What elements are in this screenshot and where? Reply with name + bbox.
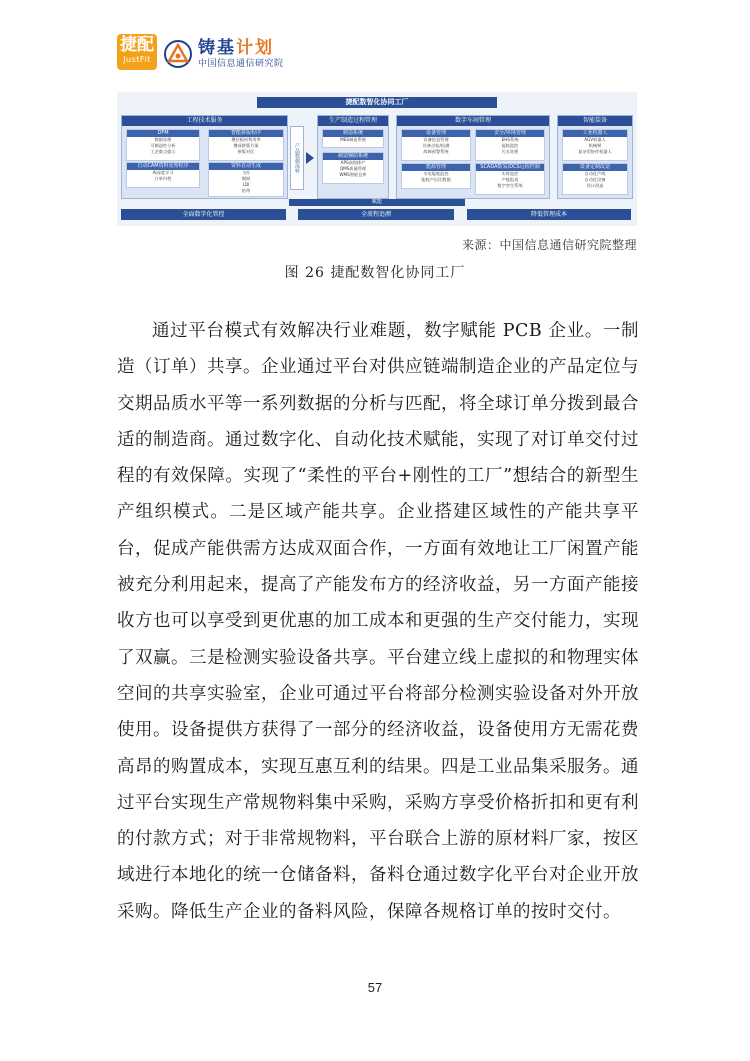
box-item: 能耗监控 <box>501 143 519 148</box>
panel-title: 智能装备 <box>558 116 632 126</box>
panel-digital-workshop <box>396 115 550 199</box>
box-item: QMS质量管理 <box>339 166 367 171</box>
panel-title: 工程技术服务 <box>122 116 287 126</box>
box-item: 工艺难点提示 <box>150 149 176 154</box>
box-item: 拼版对比 <box>237 149 255 154</box>
panel-smart-equipment <box>557 115 633 199</box>
panel-engineering-services <box>121 115 288 199</box>
empower-band: 赋能 <box>289 199 465 206</box>
box-item: 钢网 <box>241 176 251 181</box>
diagram-title: 捷配数智化协同工厂 <box>257 97 497 108</box>
page-number: 57 <box>367 980 383 995</box>
box-item: 故障预警系统 <box>423 149 449 154</box>
box-item: APS高级排产 <box>340 160 366 165</box>
box-item: AI深度学习 <box>152 170 174 175</box>
panel-production-management <box>317 115 389 199</box>
box-dfm <box>126 129 200 161</box>
bottom-bar-traceability: 全流程追溯 <box>298 209 454 220</box>
box-item: 水电能耗监控 <box>423 171 449 176</box>
box-head: 工业机器人 <box>563 130 627 137</box>
box-item: 设计改造 <box>586 183 604 188</box>
box-manufacturing-aux <box>322 152 384 184</box>
box-industrial-robot <box>562 129 628 161</box>
box-item: AGV机器人 <box>584 137 606 142</box>
box-item: 订单归档 <box>154 176 172 181</box>
box-item: 自动化产线 <box>584 171 606 176</box>
caict-plan-name <box>198 38 284 58</box>
caict-triangle-icon <box>163 39 193 69</box>
box-item: 污水处理 <box>501 149 519 154</box>
box-manufacturing-system <box>322 129 384 148</box>
box-item: 自动化设备 <box>584 177 606 182</box>
box-energy <box>401 163 471 189</box>
box-item: 叠成拼版方案 <box>233 143 259 148</box>
box-item: 实时监控 <box>501 171 519 176</box>
body-text <box>117 313 639 930</box>
box-item: WMS智能仓库 <box>339 172 367 177</box>
bottom-bar-digital-control: 全面数字化管控 <box>121 209 286 220</box>
justfit-logo-en: JustFit <box>123 55 151 64</box>
justfit-logo <box>117 34 157 70</box>
box-item: 产能报表 <box>501 177 519 182</box>
caict-name-a: 铸基 <box>198 38 236 58</box>
bottom-bar-cost-reduction: 降低管理成本 <box>467 209 631 220</box>
box-head: 设备定制改造 <box>563 164 627 171</box>
panel-title: 数字车间管理 <box>397 116 549 126</box>
box-head: 资料自动生成 <box>209 163 283 170</box>
box-head: 制造辅助系统 <box>323 153 383 160</box>
smart-factory-diagram <box>117 92 637 226</box>
panel-title: 生产制造过程管理 <box>318 116 388 126</box>
caict-org-name: 中国信息通信研究院 <box>198 59 284 69</box>
box-head: 设备管理 <box>402 130 470 137</box>
box-item: 可制造性分析 <box>150 143 176 148</box>
box-item: 机械臂 <box>588 143 602 148</box>
box-panel-program <box>208 129 284 161</box>
box-item: 设备点检/检测 <box>422 143 450 148</box>
box-head: 能源管理 <box>402 164 470 171</box>
box-item: 钻带 <box>241 188 251 193</box>
box-head: DFM <box>127 130 199 137</box>
box-head: 智能拼版程序 <box>209 130 283 137</box>
product-data-flow-label: 产品数据流转 <box>290 126 304 190</box>
caict-logo <box>163 34 284 74</box>
box-item: 叠层板材利用率 <box>231 137 261 142</box>
box-equipment-custom <box>562 163 628 195</box>
box-equipment <box>401 129 471 161</box>
box-item: LDI <box>242 182 250 187</box>
figure-source: 来源：中国信息通信研究院整理 <box>461 238 637 252</box>
justfit-logo-cn: 捷配 <box>120 35 154 55</box>
box-item: EHS系统 <box>501 137 519 142</box>
box-head: SCADA数采/DCS远程控制 <box>476 164 544 171</box>
box-safety-env <box>475 129 545 161</box>
flow-chevron-icon <box>306 152 314 164</box>
box-head: 制造系统 <box>323 130 383 137</box>
caict-name-b: 计划 <box>236 38 274 58</box>
box-auto-data <box>208 162 284 197</box>
box-item: 数字孪生系统 <box>497 183 523 188</box>
box-head: 自动CAM资料处理程序 <box>127 163 199 170</box>
box-item: 数据处理 <box>154 137 172 142</box>
box-item: 飞针 <box>241 170 251 175</box>
box-item: 能耗产出比数据 <box>421 177 451 182</box>
box-auto-cam <box>126 162 200 188</box>
figure-caption: 图 26 捷配数智化协同工厂 <box>284 265 466 281</box>
box-item: MES制造系统 <box>340 137 366 142</box>
body-paragraph: 通过平台模式有效解决行业难题，数字赋能 PCB 企业。一制造（订单）共享。企业通过平台对供应链端制造企业的产品定位与交期品质水平等一系列数据的分析与匹配，将全球订单分拨到最合适的制造商。通过数字化、自动化技术赋能，实现了对订单交付过程的有效保障。实现了“柔性的平台+刚性的工厂”想结合的新型生产组织模式。二是区域产能共享。企业搭建区域性的产能共享平台，促成产能供需方达成双面合作，一方面有效地让工厂闲置产能被充分利用起来，提高了产能发布方的经济收益，另一方面产能接收方也可以享受到更优惠的加工成本和更强的生产交付能力，实现了双赢。三是检测实验设备共享。平台建立线上虚拟的和物理实体空间的共享实验室，企业可通过平台将部分检测实验设备对外开放使用。设备提供方获得了一部分的经济收益，设备使用方无需花费高昂的购置成本，实现互惠互利的结果。四是工业品集采服务。通过平台实现生产常规物料集中采购，采购方享受价格折扣和更有利的付款方式；对于非常规物料，平台联合上游的原材料厂家，按区域进行本地化的统一仓储备料，备料仓通过数字化平台对企业开放采购。降低生产企业的备料风险，保障各规格订单的按时交付。 <box>117 321 639 922</box>
box-item: 复杂型协作机器人 <box>578 149 612 154</box>
box-head: 安全/环境管理 <box>476 130 544 137</box>
box-scada <box>475 163 545 195</box>
box-item: 设备信息管理 <box>423 137 449 142</box>
